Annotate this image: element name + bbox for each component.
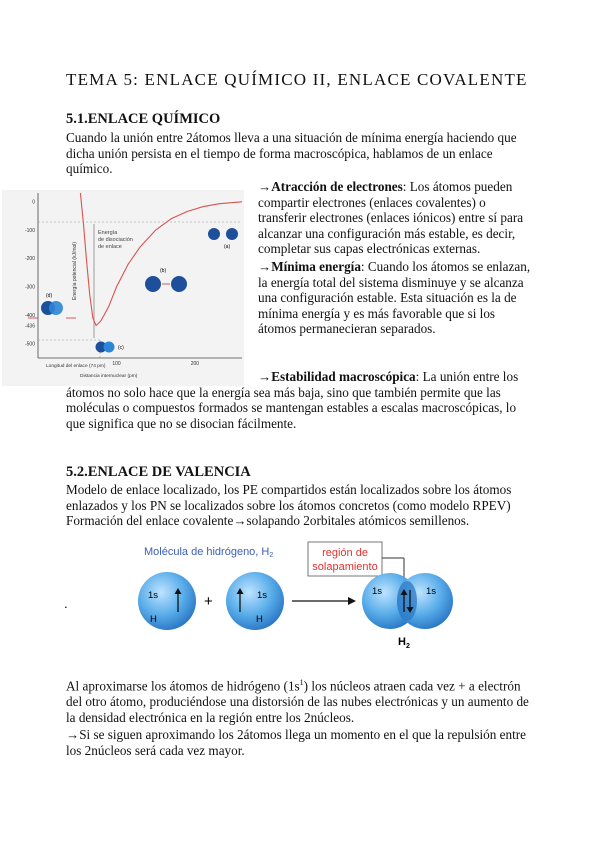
orbital-label-4: 1s xyxy=(426,586,437,597)
point-text: : Cuando los átomos se enlazan, la energía total del sistema disminuye y se alcanza una configuración estable. Esta situación es la de mínima energía y es más favorable que si los átomos permanecieran separados. xyxy=(258,259,531,337)
hydrogen-diagram xyxy=(60,536,530,656)
annotation-line-1: Energía xyxy=(98,230,118,236)
stage-label-d: (d) xyxy=(46,293,53,299)
x-axis-secondary-label: Longitud del enlace (74 pm) xyxy=(46,364,106,369)
energy-chart xyxy=(2,190,244,386)
atom-a-2 xyxy=(226,228,238,240)
page-title: TEMA 5: ENLACE QUÍMICO II, ENLACE COVALENTE xyxy=(66,70,528,89)
section1-intro: Cuando la unión entre 2átomos lleva a una situación de mínima energía haciendo que dicha unión persista en el tiempo de forma macroscópica, hablamos de un enlace químico. xyxy=(66,130,517,177)
y-tick-label: -436 xyxy=(24,323,35,330)
point-label: Mínima energía xyxy=(271,259,361,274)
leading-dot: . xyxy=(64,596,68,611)
stage-label-c: (c) xyxy=(118,345,124,351)
y-tick-label: -300 xyxy=(24,284,35,291)
y-tick-label: -400 xyxy=(24,313,35,320)
y-tick-label: -100 xyxy=(24,227,35,234)
atom-a-1 xyxy=(208,228,220,240)
atom-c-2 xyxy=(104,342,115,353)
overlap-label-1: región de xyxy=(322,547,368,559)
arrow-glyph: → xyxy=(258,179,272,194)
arrow-glyph: → xyxy=(258,369,272,384)
overlap-region xyxy=(397,581,417,621)
atom-b-1 xyxy=(145,276,161,292)
x-axis-label: Distancia internuclear (pm) xyxy=(80,374,138,379)
section2-line-3: Formación del enlace covalente→solapando 2orbitales atómicos semillenos. xyxy=(66,513,470,529)
final-paragraph-2: →Si se siguen aproximando los 2átomos llega un momento en el que la repulsión entre los 2núcleos será cada vez mayor. xyxy=(66,727,527,758)
section1-heading: 5.1.ENLACE QUÍMICO xyxy=(66,111,221,127)
y-tick-label: 0 xyxy=(32,199,35,206)
hydrogen-atom-1 xyxy=(138,572,196,630)
point-label: Atracción de electrones xyxy=(271,179,403,194)
stage-label-b: (b) xyxy=(160,268,167,274)
point-attraction xyxy=(258,179,536,257)
point-minimum-energy xyxy=(258,259,536,337)
product-label: $H_2$ xyxy=(398,636,410,650)
point-text: : Los átomos pueden compartir electrones (enlaces covalentes) o transferir electrones (enlaces iónicos) entre sí para alcanzar una configuración más estable, es decir, completar sus capas electrónicas externas. xyxy=(258,179,524,257)
hydrogen-atom-2 xyxy=(226,572,284,630)
point-label: Estabilidad macroscópica xyxy=(271,369,416,384)
x-tick-label: 100 xyxy=(112,361,121,367)
section2-line-2: enlazados y los PN se localizados sobre los átomos concretos (como modelo RPEV) xyxy=(66,497,511,513)
overlap-label-2: solapamiento xyxy=(312,561,378,573)
point-text: : La unión entre los átomos no solo hace que la energía sea más baja, sino que también permite que las moléculas o compuestos formados se mantengan estables a escalas macroscópicas, lo que significa que no se disocian fácilmente. xyxy=(66,369,519,431)
stage-label-a: (a) xyxy=(224,244,231,250)
orbital-label-2: 1s xyxy=(257,590,268,601)
arrow-glyph: → xyxy=(258,259,272,274)
y-axis-label: Energía potencial (kJ/mol) xyxy=(72,241,78,300)
section2-heading: 5.2.ENLACE DE VALENCIA xyxy=(66,464,251,480)
annotation-line-3: de enlace xyxy=(98,244,122,250)
section2-line-1: Modelo de enlace localizado, los PE compartidos están localizados sobre los átomos xyxy=(66,482,512,497)
orbital-label-1: 1s xyxy=(148,590,159,601)
section2-body xyxy=(66,482,546,529)
reaction-arrow-head xyxy=(348,597,356,605)
orbital-label-3: 1s xyxy=(372,586,383,597)
point-stability xyxy=(66,369,536,431)
final-paragraph-1: Al aproximarse los átomos de hidrógeno $(1s^1)$ los núcleos atraen cada vez + a electrón del otro átomo, produciéndose una distorsión de las nubes electrónicas y un aumento de la densidad electrónica en la región entre los 2núcleos. xyxy=(66,678,529,725)
x-tick-label: 200 xyxy=(190,361,200,367)
atom-label-2: H xyxy=(256,614,263,625)
atom-b-2 xyxy=(171,276,187,292)
y-tick-label: -500 xyxy=(24,341,35,348)
annotation-line-2: de disociación xyxy=(98,237,133,243)
plus-sign: + xyxy=(204,593,213,610)
y-tick-label: -200 xyxy=(24,256,35,263)
atom-d-2 xyxy=(49,301,63,315)
atom-label-1: H xyxy=(150,614,157,625)
molecule-label: Molécula de hidrógeno, H2 xyxy=(144,546,274,559)
